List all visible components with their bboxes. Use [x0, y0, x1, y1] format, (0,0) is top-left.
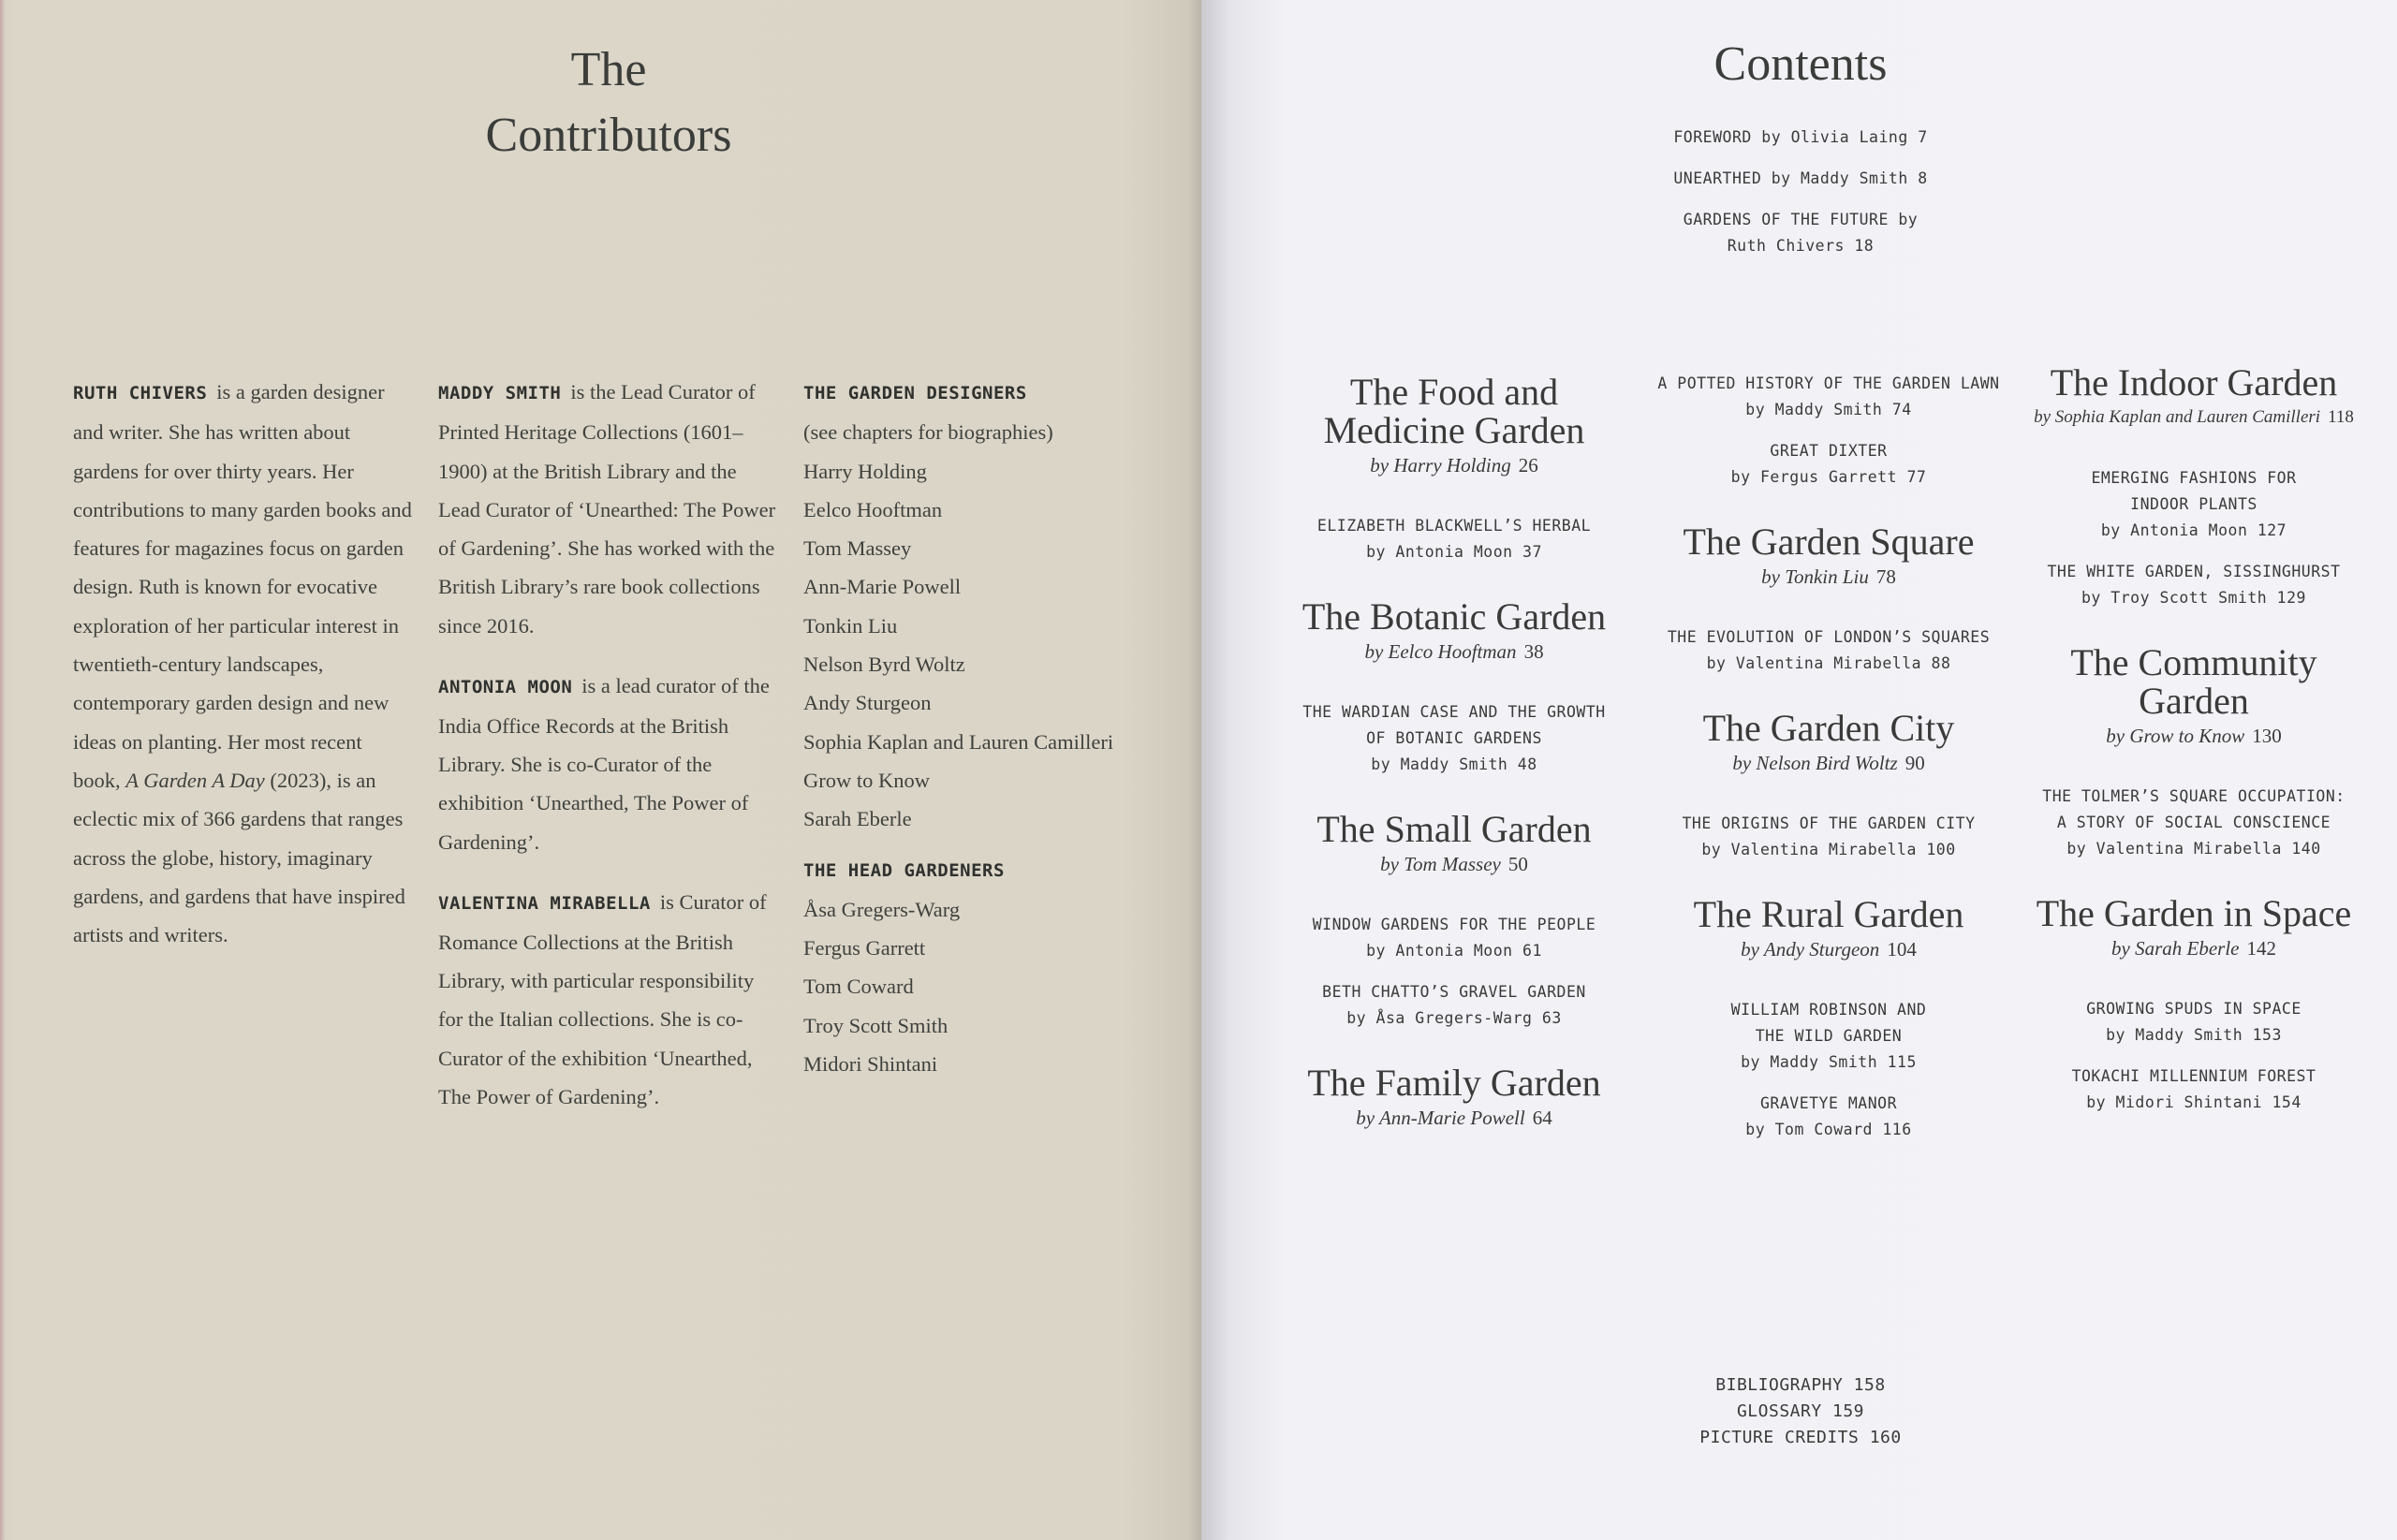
- toc-entry-cont: Ruth Chivers 18: [1727, 237, 1875, 255]
- page-number: 90: [1904, 752, 1925, 774]
- chapter-title: The Family Garden: [1307, 1062, 1601, 1104]
- essay-entry: EMERGING FASHIONS FOR INDOOR PLANTS by Antonia Moon 127: [2091, 469, 2297, 539]
- bio-text: is a garden designer and writer. She has written about gardens for over thirty years. Her contributions to many garden books and features for magazines focus on garden design. Ruth is known for evocative exploration of her particular interest in twentieth-century landscapes, contemporary garden design and new ideas on planting. Her most recent book,: [73, 380, 412, 792]
- back-matter: [1632, 1372, 1969, 1451]
- bio-text: is the Lead Curator of Printed Heritage Collections (1601–1900) at the British Library and the Lead Curator of ‘Unearthed: The Power of Gardening’. She has worked with the British Library’s rare book collections since 2016.: [438, 380, 776, 638]
- chapter-author: by Sophia Kaplan and Lauren Camilleri 118: [2034, 407, 2354, 427]
- bio-name: ANTONIA MOON: [438, 676, 573, 697]
- toc-entry: GARDENS OF THE FUTURE by: [1683, 211, 1919, 228]
- chapter-author: by Ann-Marie Powell 64: [1356, 1107, 1552, 1129]
- essay-entry: WINDOW GARDENS FOR THE PEOPLE by Antonia Moon 61: [1312, 916, 1596, 960]
- list-item: Sarah Eberle: [803, 807, 912, 831]
- toc-entry: UNEARTHED by Maddy Smith 8: [1673, 169, 1928, 187]
- list-item: Nelson Byrd Woltz: [803, 653, 965, 677]
- chapter-entry: [2007, 894, 2381, 964]
- list-item: Fergus Garrett: [803, 936, 926, 961]
- list-item: Tom Massey: [803, 536, 912, 561]
- bio-maddy-smith: [438, 373, 777, 645]
- chapter-entry: [1276, 373, 1632, 481]
- front-matter: [1613, 125, 1988, 259]
- page-number: 118: [2328, 407, 2354, 427]
- contents-column-3: [2007, 363, 2381, 1116]
- page-number: 38: [1523, 640, 1544, 663]
- essay-entry: TOKACHI MILLENNIUM FOREST by Midori Shintani 154: [2071, 1067, 2316, 1111]
- contents-page: [1201, 0, 2397, 1540]
- bio-text: is a lead curator of the India Office Records at the British Library. She is co-Curator of the exhibition ‘Unearthed, The Power of Gardening’.: [438, 673, 770, 854]
- toc-entry: PICTURE CREDITS 160: [1699, 1428, 1902, 1447]
- chapter-title: The Botanic Garden: [1301, 595, 1607, 638]
- toc-entry: BIBLIOGRAPHY 158: [1715, 1375, 1886, 1395]
- essay-entry: THE TOLMER’S SQUARE OCCUPATION: A STORY OF SOCIAL CONSCIENCE by Valentina Mirabella 140: [2042, 787, 2346, 858]
- chapter-title: The Rural Garden: [1693, 893, 1964, 935]
- bio-valentina-mirabella: [438, 883, 777, 1117]
- page-title: [421, 37, 796, 169]
- chapter-title: The Community Garden: [2070, 641, 2317, 722]
- chapter-title: The Garden Square: [1683, 521, 1975, 563]
- chapter-author: by Andy Sturgeon 104: [1741, 938, 1917, 961]
- bio-name: MADDY SMITH: [438, 383, 562, 403]
- chapter-author: by Nelson Bird Woltz 90: [1732, 752, 1925, 774]
- chapter-author: by Eelco Hooftman 38: [1364, 640, 1544, 663]
- essay-entry: THE WARDIAN CASE AND THE GROWTH OF BOTANIC GARDENS by Maddy Smith 48: [1302, 703, 1606, 773]
- toc-entry: FOREWORD by Olivia Laing 7: [1673, 128, 1928, 146]
- garden-designers-heading: THE GARDEN DESIGNERS: [803, 383, 1027, 403]
- bio-antonia-moon: [438, 667, 777, 861]
- list-item: Ann-Marie Powell: [803, 575, 962, 599]
- page-number: 104: [1887, 938, 1917, 961]
- head-gardeners-heading: THE HEAD GARDENERS: [803, 859, 1005, 881]
- list-item: Midori Shintani: [803, 1052, 938, 1077]
- essay-entry: BETH CHATTO’S GRAVEL GARDEN by Åsa Gregers-Warg 63: [1322, 983, 1586, 1027]
- essay-entry: A POTTED HISTORY OF THE GARDEN LAWN by Maddy Smith 74: [1657, 374, 2000, 418]
- essay-entry: THE EVOLUTION OF LONDON’S SQUARES by Valentina Mirabella 88: [1667, 628, 1991, 672]
- list-item: Åsa Gregers-Warg: [803, 897, 961, 921]
- essay-entry: GRAVETYE MANOR by Tom Coward 116: [1745, 1094, 1912, 1138]
- bio-column-1: [73, 373, 412, 954]
- chapter-entry: [2007, 363, 2381, 433]
- chapter-entry: [1632, 895, 2025, 965]
- bio-text: (2023), is an eclectic mix of 366 gardens that ranges across the globe, history, imaginary gardens, and gardens that have inspired artists and writers.: [73, 768, 405, 947]
- essay-entry: GREAT DIXTER by Fergus Garrett 77: [1730, 442, 1927, 486]
- list-item: Tom Coward: [803, 975, 914, 999]
- essay-entry: THE WHITE GARDEN, SISSINGHURST by Troy Scott Smith 129: [2047, 563, 2341, 607]
- chapter-title: The Garden City: [1702, 707, 1955, 749]
- toc-entry: GLOSSARY 159: [1736, 1401, 1865, 1421]
- chapter-title: The Indoor Garden: [2050, 361, 2338, 403]
- designers-list: [803, 452, 1159, 839]
- page-number: 142: [2246, 937, 2276, 960]
- chapter-author: by Tonkin Liu 78: [1761, 565, 1896, 588]
- chapter-entry: [1276, 597, 1632, 667]
- chapter-entry: [1276, 810, 1632, 880]
- chapter-author: by Harry Holding 26: [1370, 454, 1538, 477]
- chapter-entry: [1632, 522, 2025, 593]
- bio-text: is Curator of Romance Collections at the British Library, with particular responsibility for the Italian collections. She is co-Curator of the exhibition ‘Unearthed, The Power of Gardening’.: [438, 889, 767, 1109]
- list-item: Andy Sturgeon: [803, 691, 932, 715]
- chapter-title: The Small Garden: [1316, 808, 1592, 850]
- head-gardeners-list: [803, 890, 1159, 1083]
- list-item: Troy Scott Smith: [803, 1013, 949, 1037]
- page-number: 130: [2252, 725, 2282, 747]
- chapter-title: The Garden in Space: [2036, 892, 2352, 934]
- contents-column-2: [1632, 371, 2025, 1143]
- essay-entry: THE ORIGINS OF THE GARDEN CITY by Valentina Mirabella 100: [1682, 814, 1976, 858]
- chapter-entry: [2007, 643, 2381, 752]
- designers-note: (see chapters for biographies): [803, 420, 1053, 445]
- contents-column-1: [1276, 373, 1632, 1134]
- book-title: A Garden A Day: [125, 768, 265, 792]
- page-number: 26: [1518, 454, 1538, 477]
- contents-title: Contents: [1713, 37, 1888, 91]
- list-item: Eelco Hooftman: [803, 497, 943, 521]
- bio-name: VALENTINA MIRABELLA: [438, 892, 651, 914]
- chapter-entry: [1276, 1063, 1632, 1134]
- bio-ruth-chivers: [73, 373, 412, 954]
- page-number: 78: [1875, 565, 1896, 588]
- essay-entry: WILLIAM ROBINSON AND THE WILD GARDEN by Maddy Smith 115: [1730, 1001, 1927, 1071]
- bio-name: RUTH CHIVERS: [73, 383, 208, 403]
- list-item: Grow to Know: [803, 768, 930, 792]
- title-line: The: [570, 43, 647, 96]
- bio-column-2: [438, 373, 777, 1129]
- page-number: 64: [1532, 1107, 1552, 1129]
- chapter-author: by Tom Massey 50: [1380, 853, 1528, 875]
- title-line: Contributors: [485, 109, 732, 162]
- page-number: 50: [1507, 853, 1528, 875]
- chapter-author: by Sarah Eberle 142: [2111, 937, 2276, 960]
- essay-entry: ELIZABETH BLACKWELL’S HERBAL by Antonia Moon 37: [1316, 517, 1592, 561]
- chapter-author: by Grow to Know 130: [2106, 725, 2282, 747]
- chapter-entry: [1632, 709, 2025, 779]
- designers-column: [803, 374, 1159, 1083]
- list-item: Harry Holding: [803, 459, 927, 483]
- list-item: Sophia Kaplan and Lauren Camilleri: [803, 729, 1114, 754]
- essay-entry: GROWING SPUDS IN SPACE by Maddy Smith 153: [2086, 1000, 2301, 1044]
- list-item: Tonkin Liu: [803, 613, 898, 638]
- chapter-title: The Food and Medicine Garden: [1323, 371, 1585, 451]
